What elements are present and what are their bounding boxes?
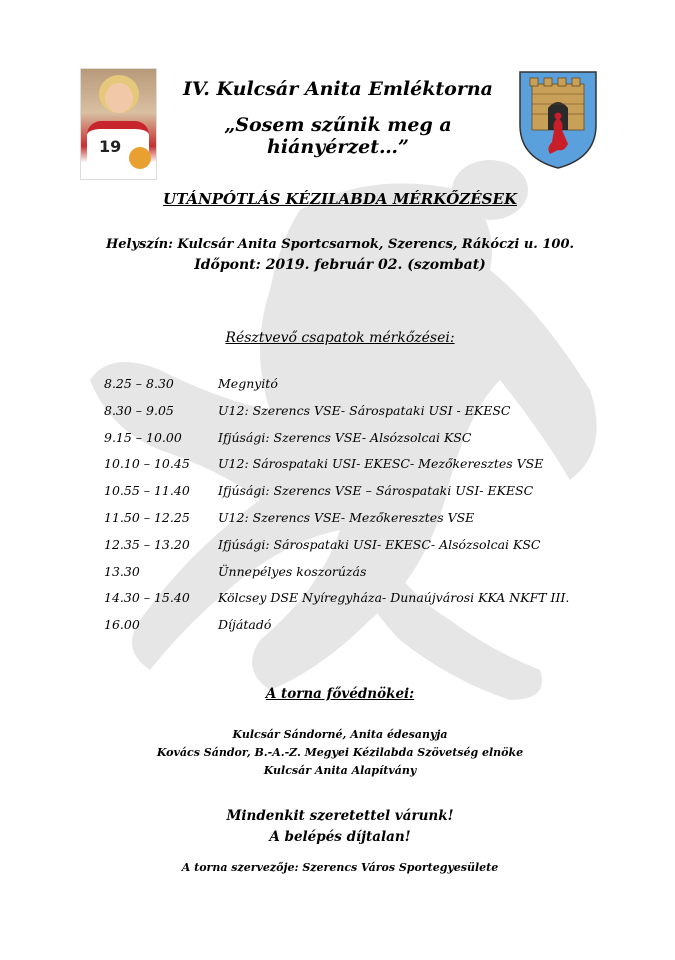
schedule-row [104, 403, 624, 430]
schedule-time: 14.30 – 15.40 [104, 590, 190, 606]
schedule-row [104, 456, 624, 483]
schedule-event: Kölcsey DSE Nyíregyháza- Dunaújvárosi KKA NKFT III. [218, 590, 570, 606]
schedule-row [104, 483, 624, 510]
photo-face [105, 83, 133, 113]
schedule-event: Ifjúsági: Szerencs VSE – Sárospataki USI- EKESC [218, 483, 534, 499]
schedule-row [104, 537, 624, 564]
schedule-time: 12.35 – 13.20 [104, 536, 190, 552]
schedule-time: 10.55 – 11.40 [104, 483, 190, 499]
schedule-row [104, 510, 624, 537]
schedule-row [104, 590, 624, 617]
player-photo [80, 68, 157, 180]
section-heading: UTÁNPÓTLÁS KÉZILABDA MÉRKŐZÉSEK [163, 190, 517, 208]
schedule-time: 11.50 – 12.25 [104, 509, 190, 525]
schedule-row [104, 564, 624, 591]
patrons-title: A torna fővédnökei: [265, 686, 415, 702]
event-title: IV. Kulcsár Anita Emléktorna [183, 78, 493, 100]
schedule-row [104, 376, 624, 403]
patron-item: Kulcsár Sándorné, Anita édesanyja [232, 728, 448, 741]
patron-item: Kulcsár Anita Alapítvány [263, 764, 417, 777]
schedule-time: 16.00 [104, 617, 140, 633]
organizer-text: A torna szervezője: Szerencs Város Sportegyesülete [181, 861, 499, 874]
schedule-row [104, 430, 624, 457]
schedule-time: 8.30 – 9.05 [104, 402, 174, 418]
schedule-time: 10.10 – 10.45 [104, 456, 190, 472]
schedule-time: 9.15 – 10.00 [104, 429, 182, 445]
schedule-event: Ifjúsági: Sárospataki USI- EKESC- Alsózsolcai KSC [218, 536, 541, 552]
welcome-line: Mindenkit szeretettel várunk! [226, 808, 454, 824]
schedule-time: 8.25 – 8.30 [104, 376, 174, 391]
town-coat-of-arms-icon [518, 70, 598, 170]
event-subtitle: „Sosem szűnik meg a hiányérzet…” [224, 114, 452, 158]
schedule-event: Ifjúsági: Szerencs VSE- Alsózsolcai KSC [218, 429, 472, 445]
patron-item: Kovács Sándor, B.-A.-Z. Megyei Kézilabda Szövetség elnöke [156, 746, 524, 759]
schedule-row [104, 617, 624, 644]
schedule-event: U12: Szerencs VSE- Sárospataki USI - EKESC [218, 402, 511, 418]
schedule-title: Résztvevő csapatok mérkőzései: [225, 330, 455, 346]
schedule-time: 13.30 [104, 563, 140, 579]
patrons-list [60, 726, 620, 780]
welcome-message [140, 806, 540, 848]
welcome-line: A belépés díjtalan! [269, 829, 411, 845]
schedule-event: Megnyitó [218, 376, 278, 391]
schedule-event: U12: Szerencs VSE- Mezőkeresztes VSE [218, 509, 475, 525]
schedule-list [104, 376, 624, 644]
handball-icon [129, 147, 151, 169]
location-text: Helyszín: Kulcsár Anita Sportcsarnok, Szerencs, Rákóczi u. 100. [105, 237, 575, 252]
date-text: Időpont: 2019. február 02. (szombat) [194, 257, 486, 273]
schedule-event: Ünnepélyes koszorúzás [218, 563, 367, 579]
schedule-event: Díjátadó [218, 617, 272, 633]
schedule-event: U12: Sárospataki USI- EKESC- Mezőkeresztes VSE [218, 456, 544, 472]
jersey-number: 19 [99, 137, 122, 156]
